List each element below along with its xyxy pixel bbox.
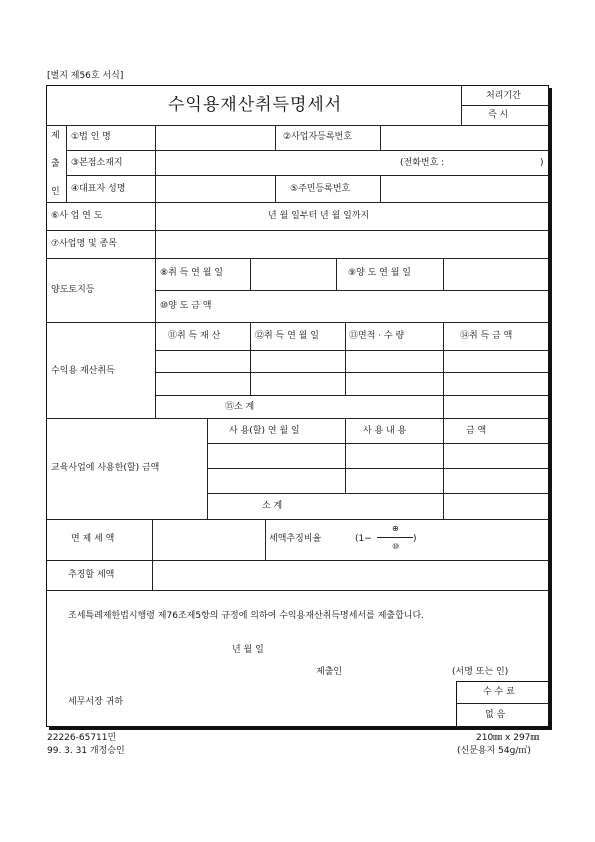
collected-label: 추징할 세액: [68, 570, 115, 580]
col-line: [380, 175, 381, 202]
col-line: [155, 202, 156, 418]
col-line: [250, 258, 251, 290]
col-line: [345, 322, 346, 395]
footer-paper: (신문용지 54g/㎡): [457, 746, 531, 756]
rep-name-field[interactable]: [157, 177, 273, 200]
frame-shadow-bottom: [49, 727, 552, 730]
transfer-date-field[interactable]: [445, 260, 547, 288]
acquisition-label: 수익용 재산취득: [51, 366, 115, 376]
rep-name-label: ④대표자 성명: [71, 184, 126, 194]
col-line: [265, 519, 266, 560]
row-line: [155, 350, 549, 351]
corp-name-field[interactable]: [157, 127, 273, 148]
edu-header-amount: 금 액: [466, 426, 487, 436]
col-line: [380, 125, 381, 150]
row-line: [207, 468, 549, 469]
transfer-amount-label: ⑩양 도 금 액: [160, 301, 212, 311]
corp-name-label: ①법 인 명: [71, 132, 111, 142]
ratio-numerator: ⊕: [392, 524, 399, 533]
col-line: [275, 175, 276, 202]
row-line: [46, 519, 549, 520]
col-line: [250, 322, 251, 395]
acq-header-property: ⑪취 득 재 산: [168, 331, 221, 341]
transfer-acq-date-field[interactable]: [252, 260, 334, 288]
col-line: [443, 418, 444, 519]
form-title: 수익용재산취득명세서: [168, 95, 343, 115]
edu-subtotal-label: 소 계: [262, 501, 283, 511]
processing-period-value: 즉 시: [488, 110, 509, 120]
submitter-side-3: 인: [51, 187, 60, 197]
row-line: [46, 258, 549, 259]
business-field[interactable]: [157, 232, 547, 256]
submitter-side-2: 출: [51, 159, 60, 169]
biz-reg-no-label: ②사업자등록번호: [283, 132, 352, 142]
education-label: 교육사업에 사용한(할) 금액: [51, 463, 160, 473]
edu-header-date: 사 용(할) 연 월 일: [229, 426, 300, 436]
footer-code: 22226-65711민: [47, 733, 117, 743]
ratio-label: 세액추징비율: [269, 534, 322, 544]
acq-subtotal-label: ⑮소 계: [225, 402, 255, 412]
acq-header-area: ⑬면적 · 수 량: [349, 331, 405, 341]
transfer-label: 양도토지등: [51, 285, 95, 295]
footer-size: 210㎜ x 297㎜: [476, 733, 540, 743]
fee-value: 없 음: [485, 710, 506, 720]
fraction-bar: [377, 537, 413, 538]
col-line: [152, 519, 153, 590]
biz-reg-no-field[interactable]: [382, 127, 547, 148]
date-line: 년 월 일: [232, 645, 264, 655]
business-label: ⑦사업명 및 종목: [51, 239, 117, 249]
transfer-acq-date-label: ⑧취 득 연 월 일: [160, 268, 223, 278]
row-line: [46, 590, 549, 591]
acq-header-amount: ⑭취 득 금 액: [460, 331, 513, 341]
divider: [461, 105, 549, 106]
resident-no-label: ⑤주민등록번호: [290, 184, 351, 194]
row-line: [46, 125, 549, 126]
exempt-field[interactable]: [154, 521, 263, 558]
col-line: [345, 418, 346, 493]
row-line: [46, 230, 549, 231]
form-label: [별지 제56호 서식]: [47, 71, 124, 81]
row-line: [46, 560, 549, 561]
col-line: [336, 258, 337, 290]
row-line: [207, 493, 549, 494]
addressee: 세무서장 귀하: [68, 697, 124, 707]
phone-close: ): [540, 158, 544, 168]
ratio-denominator: ⑩: [392, 542, 400, 551]
processing-period-header: 처리기간: [486, 91, 521, 101]
col-line: [275, 125, 276, 150]
footer-approval: 99. 3. 31 개정승인: [47, 746, 125, 756]
sign-note: (서명 또는 인): [452, 667, 509, 677]
transfer-date-label: ⑨양 도 연 월 일: [348, 268, 411, 278]
submitter-side-1: 제: [51, 131, 60, 141]
row-line: [46, 322, 549, 323]
col-line: [66, 125, 67, 202]
row-line: [155, 395, 549, 396]
declaration-text: 조세특례제한법시행령 제76조제5항의 규정에 의하여 수익용재산취득명세서를 제출합니다.: [68, 611, 425, 621]
resident-no-field[interactable]: [382, 177, 547, 200]
col-line: [155, 175, 156, 202]
row-line: [46, 418, 549, 419]
col-line: [443, 258, 444, 290]
collected-field[interactable]: [154, 562, 547, 588]
fee-header: 수 수 료: [483, 687, 515, 697]
transfer-amount-field[interactable]: [252, 292, 547, 320]
ratio-right: ): [413, 534, 417, 544]
edu-header-usage: 사 용 내 용: [363, 426, 407, 436]
col-line: [207, 418, 208, 519]
ratio-left: (1−: [355, 534, 372, 544]
hq-address-field[interactable]: [157, 152, 547, 173]
row-line: [155, 290, 549, 291]
row-line: [66, 175, 549, 176]
hq-address-label: ③본점소재지: [71, 158, 123, 168]
col-line: [155, 125, 156, 175]
fiscal-year-label: ⑥사 업 연 도: [51, 211, 103, 221]
col-line: [443, 322, 444, 418]
exempt-label: 면 제 세 액: [71, 534, 115, 544]
submitter-sign: 제출인: [316, 667, 343, 677]
row-line: [46, 202, 549, 203]
phone-label: (전화번호 :: [400, 158, 445, 168]
fiscal-year-value: 년 월 일부터 년 월 일까지: [268, 211, 370, 221]
row-line: [66, 150, 549, 151]
row-line: [155, 372, 549, 373]
acq-header-date: ⑫취 득 연 월 일: [255, 331, 319, 341]
row-line: [207, 443, 549, 444]
fee-divider: [456, 703, 549, 704]
frame-shadow-right: [549, 88, 552, 730]
